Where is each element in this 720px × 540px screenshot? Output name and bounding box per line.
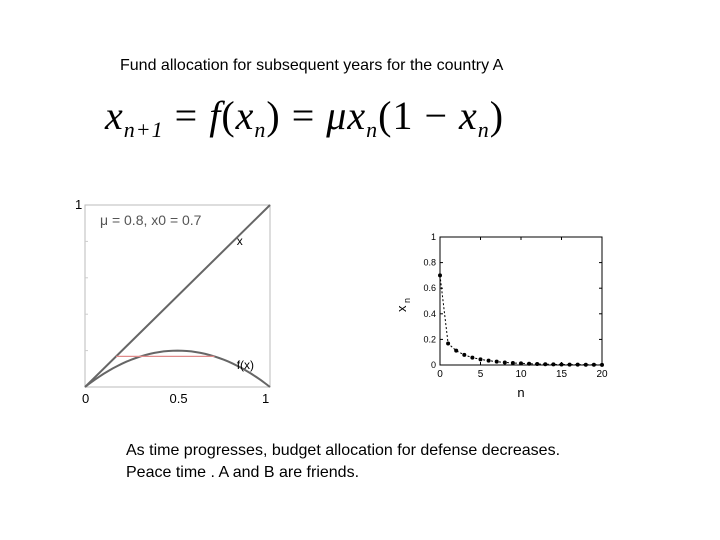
decay-point bbox=[462, 353, 466, 357]
decay-point bbox=[446, 341, 450, 345]
decay-point bbox=[503, 360, 507, 364]
decay-chart bbox=[380, 225, 630, 405]
decay-x-tick-label: 20 bbox=[596, 369, 608, 380]
formula-equals-2: = bbox=[291, 93, 316, 138]
cobweb-y-tick-1: 1 bbox=[75, 197, 83, 212]
decay-point bbox=[479, 357, 483, 361]
decay-y-tick-label: 0 bbox=[430, 360, 436, 370]
decay-ylabel: x bbox=[394, 305, 409, 312]
formula-sub-n-plus-1: n+1 bbox=[123, 117, 164, 142]
slide-title: Fund allocation for subsequent years for the country A bbox=[120, 57, 504, 74]
formula-sub-n-3: n bbox=[477, 117, 490, 142]
decay-point bbox=[470, 356, 474, 360]
formula-f: f bbox=[209, 93, 222, 138]
formula-x-arg: x bbox=[235, 93, 255, 138]
decay-x-tick-label: 15 bbox=[555, 369, 568, 380]
decay-y-tick-label: 0.4 bbox=[423, 308, 436, 319]
decay-point bbox=[495, 360, 499, 364]
decay-x-tick-label: 0 bbox=[437, 369, 443, 380]
cobweb-chart bbox=[60, 190, 290, 420]
formula-sub-n-1: n bbox=[254, 117, 267, 142]
formula-sub-n-2: n bbox=[366, 117, 379, 142]
decay-point bbox=[584, 363, 588, 367]
caption-line-1: As time progresses, budget allocation for defense decreases. bbox=[126, 442, 561, 459]
cobweb-x-tick-1: 0.5 bbox=[169, 391, 188, 406]
decay-xlabel: n bbox=[517, 385, 525, 400]
decay-y-tick-label: 0.2 bbox=[423, 334, 436, 345]
decay-x-tick-label: 10 bbox=[515, 369, 527, 380]
formula-equals-1: = bbox=[174, 93, 199, 138]
decay-frame bbox=[440, 237, 602, 365]
formula-x-mid: x bbox=[347, 93, 367, 138]
decay-y-tick-label: 1 bbox=[430, 232, 436, 242]
cobweb-x-tick-0: 0 bbox=[82, 391, 90, 406]
decay-point bbox=[560, 362, 564, 366]
decay-point bbox=[438, 273, 442, 277]
decay-point bbox=[527, 362, 531, 366]
formula-x-end: x bbox=[459, 93, 478, 138]
formula-mu: μ bbox=[326, 93, 348, 138]
decay-point bbox=[568, 363, 572, 367]
decay-point bbox=[519, 361, 523, 365]
decay-point bbox=[511, 361, 515, 365]
decay-x-tick-label: 5 bbox=[477, 369, 484, 380]
caption-line-2: Peace time . A and B are friends. bbox=[126, 464, 360, 481]
decay-point bbox=[543, 362, 547, 366]
formula-close-paren: ) bbox=[266, 93, 281, 138]
decay-point bbox=[454, 349, 458, 353]
decay-point bbox=[576, 363, 580, 367]
cobweb-title: μ = 0.8, x0 = 0.7 bbox=[100, 212, 202, 228]
decay-point bbox=[592, 363, 596, 367]
caption bbox=[126, 440, 560, 484]
decay-point bbox=[487, 359, 491, 363]
decay-ylabel-sub: n bbox=[402, 297, 412, 303]
decay-point bbox=[535, 362, 539, 366]
formula-one-minus: (1 − bbox=[378, 93, 449, 138]
decay-series-line bbox=[440, 275, 602, 365]
formula-close-paren-2: ) bbox=[489, 93, 505, 138]
cobweb-x-tick-2: 1 bbox=[262, 391, 270, 406]
cobweb-label-fx: f(x) bbox=[236, 357, 255, 372]
formula-x-lhs: x bbox=[105, 93, 124, 138]
decay-point bbox=[551, 362, 555, 366]
decay-y-tick-label: 0.6 bbox=[423, 283, 436, 294]
logistic-map-formula bbox=[105, 92, 504, 143]
cobweb-label-x: x bbox=[236, 234, 243, 249]
decay-point bbox=[600, 363, 604, 367]
formula-open-paren: ( bbox=[221, 93, 236, 138]
decay-y-tick-label: 0.8 bbox=[423, 257, 436, 268]
